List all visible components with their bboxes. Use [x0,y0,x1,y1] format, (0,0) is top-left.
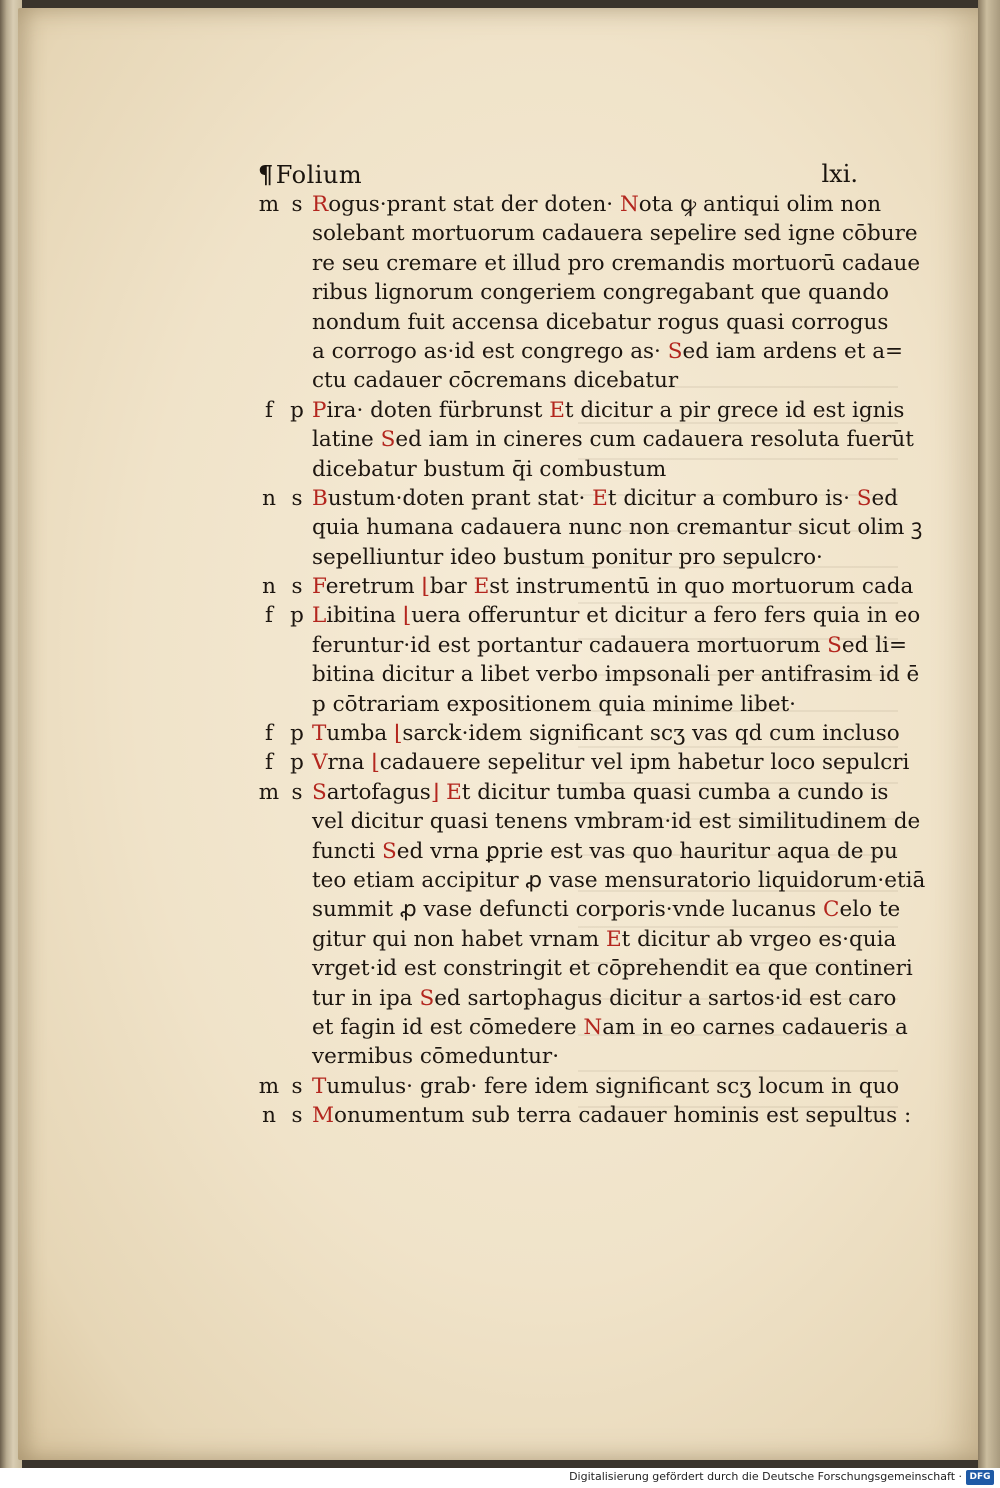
declension-marker: p [290,721,304,747]
text-line [258,572,914,601]
line-text [312,278,889,307]
line-text [312,954,913,983]
rubricated-letter: S [312,779,327,805]
line-text [312,690,796,719]
text-span: feruntur·id est portantur cadauera mortuorum [312,632,828,658]
text-span: ed sartophagus dicitur a sartos·id est caro [434,985,897,1011]
rubricated-letter: E [592,485,608,511]
text-line [258,366,878,395]
declension-marker: p [290,603,304,629]
text-line [258,690,878,719]
text-line [258,925,897,954]
line-text [312,984,896,1013]
declension-marker: s [291,1103,303,1129]
line-text [312,601,920,630]
line-text [312,366,678,395]
text-line [258,601,921,630]
rubricated-letter: N [619,192,639,217]
dfg-logo-icon: DFG [966,1470,994,1485]
rubricated-letter: F [312,574,326,600]
rubricated-letter: T [312,1073,327,1099]
line-text [312,484,898,513]
line-text [312,572,913,601]
rubricated-letter: ⌊ [394,721,403,747]
text-span: quia humana cadauera nunc non cremantur sicut olim ꝫ [312,515,923,541]
rubricated-letter: S [667,338,683,364]
text-span: nondum fuit accensa dicebatur rogus quasi corrogus [312,309,889,335]
text-line [258,1072,900,1101]
text-line [258,631,907,660]
text-span: umulus· grab· fere idem significant scʒ locum in quo [326,1073,900,1099]
rubricated-letter: ⌋ [430,779,447,805]
text-span: onumentum sub terra cadauer hominis est sepultus : [334,1103,912,1129]
pilcrow-mark: ¶ [258,160,274,189]
text-span: latine [312,427,381,453]
text-span: ed iam ardens et a= [682,338,904,364]
line-text [312,1042,559,1071]
text-span: et fagin id est cōmedere [312,1014,584,1040]
text-line [258,219,918,248]
line-text [312,425,914,454]
rubricated-letter: ⌊ [421,574,430,600]
rubricated-letter: E [549,397,565,423]
text-span: tur in ipa [312,985,420,1011]
line-text [312,337,903,366]
running-title [258,160,362,189]
text-span: ibitina [326,603,403,629]
declension-marker: p [290,750,304,776]
rubricated-letter: ⌊ [402,603,412,629]
text-line [258,278,889,307]
funding-credit: Digitalisierung gefördert durch die Deutsche Forschungsgemeinschaft · [569,1470,962,1483]
line-text [312,396,904,425]
line-text [312,1072,899,1101]
text-span: t dicitur tumba quasi cumba a cundo is [461,779,889,805]
line-text [312,249,920,278]
text-span: bitina dicitur a libet verbo impsonali per antifrasim id ē [312,662,920,688]
folio-number: lxi. [821,160,858,188]
text-line [258,308,889,337]
gender-marker: m [258,1073,280,1099]
text-line [258,954,913,983]
text-span: bar [429,574,474,600]
rubricated-letter: C [823,897,840,923]
text-span: p cōtrariam expositionem quia minime libet· [312,691,797,717]
line-text [312,190,881,219]
text-span: eretrum [325,574,422,600]
text-line [258,455,878,484]
text-line [258,778,889,807]
text-line [258,425,914,454]
gender-marker: m [258,192,280,217]
line-text [312,837,898,866]
text-span: ed vrna ꝑprie est vas quo hauritur aqua de pu [396,838,898,864]
text-block [258,190,926,1131]
rubricated-letter: E [605,926,622,952]
text-line [258,984,897,1013]
rubricated-letter: S [419,985,435,1011]
text-span: teo etiam accipitur ꝓ vase mensuratorio liquidorum·etiā [312,867,926,893]
text-line [258,1013,908,1042]
text-span: gitur qui non habet vrnam [312,926,606,952]
text-line [258,513,923,542]
declension-marker: s [291,485,303,511]
rubricated-letter: T [312,721,327,747]
text-span: vrget·id est constringit et cōprehendit ea que contineri [312,956,913,982]
gender-marker: f [265,721,273,747]
text-span: uera offeruntur et dicitur a fero fers quia in eo [411,603,921,629]
text-span: ed [871,485,898,511]
text-span: ed iam in cineres cum cadauera resoluta fuerūt [395,427,914,453]
rubricated-letter: N [583,1014,603,1040]
text-line [258,337,904,366]
text-span: dicebatur bustum q̄i combustum [312,456,667,482]
declension-marker: s [291,192,303,217]
line-text [312,631,907,660]
rubricated-letter: L [312,603,327,629]
line-text [312,219,918,248]
gender-marker: n [262,1103,276,1129]
text-line [258,719,900,748]
text-span: elo te [839,897,901,923]
rubricated-letter: ⌊ [371,750,380,776]
gender-marker: f [265,750,273,776]
rubricated-letter: E [446,779,462,805]
text-line [258,660,920,689]
line-text [312,807,920,836]
text-span: sepelliuntur ideo bustum ponitur pro sepulcro· [312,544,823,570]
text-line [258,807,921,836]
line-text [312,513,922,542]
line-text [312,925,896,954]
text-span: a corrogo as·id est congrego as· [312,338,668,364]
text-span: ogus·prant stat der doten· [328,192,620,217]
text-span: functi [312,838,383,864]
rubricated-letter: E [473,574,490,600]
text-span: vermibus cōmeduntur· [312,1044,560,1070]
text-span: ira· doten fürbrunst [326,397,550,423]
running-title-text: Folium [275,161,363,189]
declension-marker: s [291,1073,303,1099]
gender-marker: n [262,574,276,600]
page-stack-right [978,0,1000,1468]
text-span: ustum·doten prant stat· [327,485,593,511]
text-span: am in eo carnes cadaueris a [602,1014,908,1040]
text-span: artofagus [326,779,431,805]
text-line [258,837,898,866]
text-line [258,895,901,924]
rubricated-letter: R [312,192,329,217]
text-span: ctu cadauer cōcremans dicebatur [312,368,679,394]
text-span: ota ꝙ antiqui olim non [638,192,882,217]
text-span: cadauere sepelitur vel ipm habetur loco sepulcri [379,750,910,776]
text-line [258,1042,878,1071]
text-span: vel dicitur quasi tenens vmbram·id est similitudinem de [312,809,921,835]
line-text [312,866,925,895]
gender-marker: f [265,603,273,629]
rubricated-letter: S [827,632,842,658]
text-line [258,543,878,572]
declension-marker: s [291,779,303,805]
footer-bar [0,1468,1000,1488]
text-line [258,748,910,777]
text-line [258,190,882,219]
text-span: summit ꝓ vase defuncti corporis·vnde lucanus [312,897,824,923]
line-text [312,543,823,572]
line-text [312,1013,908,1042]
line-text [312,455,666,484]
text-span: umba [326,721,394,747]
gender-marker: f [265,397,273,423]
rubricated-letter: B [312,485,328,511]
declension-marker: p [290,397,304,423]
line-text [312,778,888,807]
text-line [258,249,921,278]
declension-marker: s [291,574,303,600]
rubricated-letter: S [382,838,397,864]
line-text [312,1101,911,1130]
line-text [312,895,900,924]
line-text [312,748,909,777]
text-span: ribus lignorum congeriem congregabant que quando [312,280,889,306]
gender-marker: n [262,485,276,511]
rubricated-letter: M [312,1103,335,1129]
text-line [258,1101,912,1130]
text-span: t dicitur a pir grece id est ignis [564,397,905,423]
text-span: ed li= [841,632,907,658]
text-span: st instrumentū in quo mortuorum cada [489,574,914,600]
gender-marker: m [258,779,280,805]
line-text [312,660,919,689]
text-line [258,396,905,425]
text-line [258,484,898,513]
text-span: sarck·idem significant scʒ vas qd cum incluso [402,721,900,747]
text-line [258,866,926,895]
line-text [312,308,888,337]
text-span: t dicitur a comburo is· [607,485,857,511]
text-span: solebant mortuorum cadauera sepelire sed igne cōbure [312,221,918,247]
text-span: rna [327,750,372,776]
text-span: t dicitur ab vrgeo es·quia [621,926,897,952]
rubricated-letter: V [312,750,328,776]
line-text [312,719,900,748]
rubricated-letter: S [856,485,872,511]
text-span: re seu cremare et illud pro cremandis mortuorū cadaue [312,250,921,276]
rubricated-letter: S [380,427,396,453]
rubricated-letter: P [312,397,327,423]
